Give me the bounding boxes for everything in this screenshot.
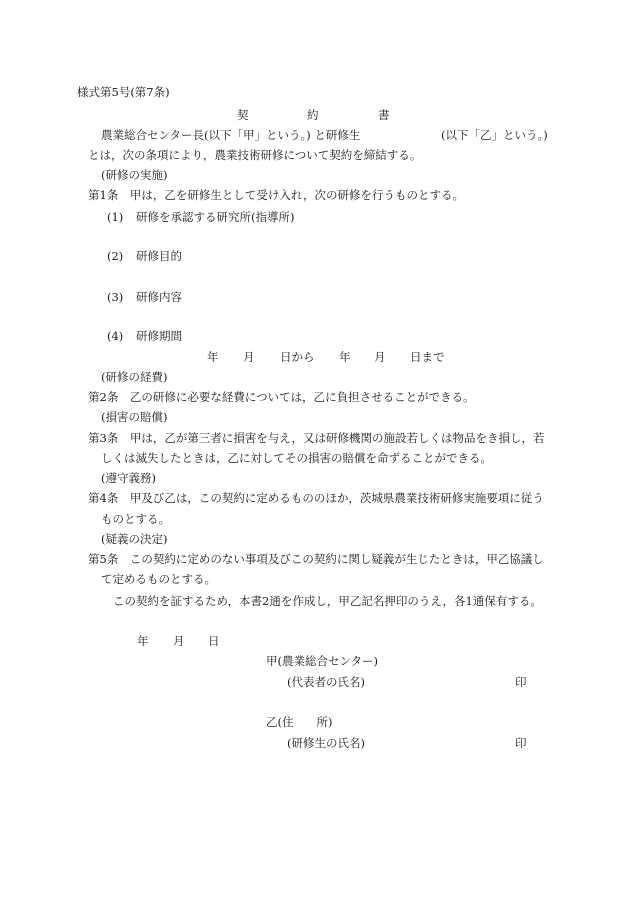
article-5-line-2: て定めるものとする。 xyxy=(101,572,216,586)
article-2-heading: (研修の経費) xyxy=(101,370,168,384)
period-start-year: 年 xyxy=(207,350,219,364)
closing-statement: この契約を証するため，本書2通を作成し，甲乙記名押印のうえ，各1通保有する。 xyxy=(113,594,542,608)
party-b-name-label: (研修生の氏名) xyxy=(287,736,365,750)
item-1-label: 研修を承認する研究所(指導所) xyxy=(136,210,295,224)
preamble-line-1a: 農業総合センター長(以下「甲」という。) と研修生 xyxy=(101,128,361,142)
item-3-label: 研修内容 xyxy=(136,290,182,304)
period-end-month: 月 xyxy=(374,350,386,364)
article-3-line-2: しくは滅失したときは，乙に対してその損害の賠償を命ずることができる。 xyxy=(101,451,492,465)
article-5-heading: (疑義の決定) xyxy=(101,532,168,546)
item-3-number: (3) xyxy=(107,290,124,304)
article-5-line-1: 第5条 この契約に定めのない事項及びこの契約に関し疑義が生じたときは，甲乙協議し xyxy=(88,552,544,566)
party-a-name-label: (代表者の氏名) xyxy=(287,675,365,689)
item-1-number: (1) xyxy=(107,210,124,224)
period-end-day: 日まで xyxy=(410,350,445,364)
party-b-seal: 印 xyxy=(515,736,527,750)
article-4-line-1: 第4条 甲及び乙は，この契約に定めるもののほか，茨城県農業技術研修実施要項に従う xyxy=(88,491,544,505)
article-2-text: 第2条 乙の研修に必要な経費については，乙に負担させることができる。 xyxy=(88,390,475,404)
date-day: 日 xyxy=(208,634,220,648)
period-start-day: 日から xyxy=(280,350,315,364)
party-a-label: 甲(農業総合センター) xyxy=(266,654,379,668)
article-1-heading: (研修の実施) xyxy=(101,168,168,182)
title-char-1: 契 xyxy=(237,108,249,122)
item-2-number: (2) xyxy=(107,249,124,263)
article-3-line-1: 第3条 甲は，乙が第三者に損害を与え，又は研修機関の施設若しくは物品をき損し，若 xyxy=(88,431,545,445)
article-4-line-2: ものとする。 xyxy=(101,512,170,526)
article-4-heading: (遵守義務) xyxy=(101,471,156,485)
preamble-line-2: とは，次の条項により，農業技術研修について契約を締結する。 xyxy=(88,148,422,162)
date-month: 月 xyxy=(173,634,185,648)
article-1-text: 第1条 甲は，乙を研修生として受け入れ，次の研修を行うものとする。 xyxy=(88,188,465,202)
item-4-label: 研修期間 xyxy=(136,329,182,343)
item-4-number: (4) xyxy=(107,329,124,343)
period-end-year: 年 xyxy=(339,350,351,364)
period-start-month: 月 xyxy=(243,350,255,364)
date-year: 年 xyxy=(137,634,149,648)
item-2-label: 研修目的 xyxy=(136,249,182,263)
title-char-2: 約 xyxy=(307,108,319,122)
preamble-line-1b: (以下「乙」という。) xyxy=(441,128,548,142)
form-number: 様式第5号(第7条) xyxy=(77,85,170,99)
party-b-label: 乙(住 所) xyxy=(266,715,333,729)
title-char-3: 書 xyxy=(378,108,390,122)
party-a-seal: 印 xyxy=(515,675,527,689)
article-3-heading: (損害の賠償) xyxy=(101,410,168,424)
